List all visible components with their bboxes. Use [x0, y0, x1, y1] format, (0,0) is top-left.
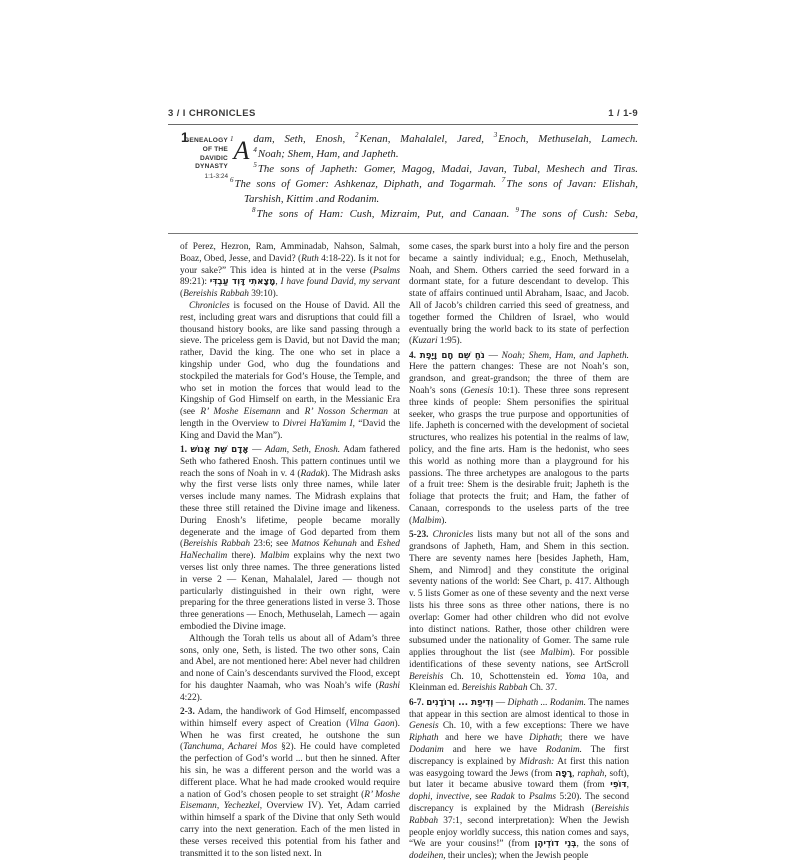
commentary-paragraph: 6-7. וְדִיפַת ... וְרוֹדָנִים — Diphath ... Rodanim. The names that appear in this section are almost identical to those in Genesis Ch. 10, with a few exceptions: There we have Riphath and here we have Diphath; there we have Dodanim and here we have Rodanim. The first discrepancy is explained by Midrash: At first this nation was easygoing toward the Jews (from רָפָה, raphah, soft), but later it became abusive toward them (from דּוֹפִי, dophi, invective, see Radak to Psalms 5:20). The second discrepancy is explained by the Midrash (Bereishis Rabbah 37:1, second interpretation): When the Jewish people enjoy worldly success, this nation comes and says, “We are your cousins!” (from בְּנֵי דוֹדֵיהֶן, the sons of dodeihen, their uncles); when the Jewish people [409, 697, 630, 862]
commentary-paragraph: some cases, the spark burst into a holy fire and the person became a saintly individual; e.g., Enoch, Methuselah, Noah, and Shem. Others carried the seed forward in a dormant state, for a future descendant to develop. This state of affairs continued until Abraham, Isaac, and Jacob. All of Jacob’s children carried this seed of greatness, and together formed the Children of Israel, who would eventually bring the world back to its state of perfection (Kuzari 1:95). [409, 242, 629, 347]
verse-rest-lines [230, 162, 638, 222]
verse-line: $^6$The sons of Gomer: Ashkenaz, Diphath, and Togarmah. $^7$The sons of Javan: Elishah, [230, 176, 638, 190]
commentary-paragraph: 1. אָדָם שֵׁת אֱנוֹשׁ — Adam, Seth, Enosh. Adam fathered Seth who fathered Enosh. This pattern continues until we reach the sons of Noah in v. 4 (Radak). The Midrash asks why the first verse lists only three names, while later verses include many names. The Midrash explains that these three still retained the Divine image and likeness. During Enosh’s lifetime, people became morally degenerate and the image of God departed from them (Bereishis Rabbah 23:6; see Matnos Kehunah and Eshed HaNechalim there). Malbim explains why the next two verses list only three names. The three generations listed in verse 2 — Kenan, Mahalalel, Jared — though not particularly distinguished in their own right, were preparing for the three generations listed in verse 3. Those three generations — Enoch, Methuselah, Lamech — again embodied the Divine image. [180, 445, 401, 632]
commentary-paragraph: 5-23. Chronicles lists many but not all of the sons and grandsons of Japheth, Ham, and Shem in this section. There are seventy names here [besides Japheth, Ham, Shem, and Nimrod] and they constitute the original seventy nations of the world: See Chart, p. 417. Although v. 5 lists Gomer as one of these seventy and the next verse lists his three sons as three other nations, there is no overlap: Gomer had other children who did not evolve into distinct nations. Rather, those other children were subsumed under the nationality of Gomer. The same rule applies throughout the list (see Malbim). For possible identifications of these seventy nations, see ArtScroll Bereishis Ch. 10, Schottenstein ed. Yoma 10a, and Kleinman ed. Bereishis Rabbah Ch. 37. [409, 530, 629, 694]
page-header [168, 108, 638, 125]
caption-line: OF THE [202, 145, 228, 153]
dropcap-letter: A [233, 136, 250, 165]
verse-line: Tarshish, Kittim .and Rodanim. [244, 193, 380, 205]
commentary-left-column [180, 242, 400, 863]
commentary-paragraph: Although the Torah tells us about all of Adam’s three sons, only one, Seth, is listed. The two other sons, Cain and Abel, are not mentioned here: Abel never had children and none of Cain’s descendants survived the Flood, except for his daughter Naamah, who was Noah’s wife (Rashi 4:22). [180, 633, 400, 703]
chapter-number: 1 [181, 130, 189, 145]
commentary-paragraph: 2-3. Adam, the handiwork of God Himself, encompassed within himself every aspect of Creation (Vilna Gaon). When he was first created, he outshone the sun (Tanchuma, Acharei Mos §2). He could have completed the perfection of God’s world ... but then he sinned. After his sin, he was a different person and the world was a different place. What he had made crooked would require a nation of God’s chosen people to set straight (R’ Moshe Eisemann, Yechezkel, Overview IV). Yet, Adam carried within himself a spark of the Divine that only Seth would carry into the next generation. Each of the men listed in these verses received this potential from his father and transmitted it to the son listed next. In [180, 707, 400, 859]
section-divider [168, 233, 638, 234]
caption-line: GENEALOGY [184, 137, 228, 144]
chapter-caption-lines [168, 137, 228, 172]
verse-line: dam, Seth, Enosh, $^2$Kenan, Mahalalel, Jared, $^3$Enoch, Methuselah, Lamech. [253, 132, 638, 145]
header-book-title: 3 / I CHRONICLES [168, 108, 256, 119]
commentary [180, 242, 629, 863]
verse-dropcap-group [230, 132, 638, 165]
verse-line: $^5$The sons of Japheth: Gomer, Magog, Madai, Javan, Tubal, Meshech and Tiras. [253, 161, 638, 175]
commentary-paragraph: Chronicles is focused on the House of David. All the rest, including great wars and disruptions that could fill a thousand history books, are like sand passing through a sieve. The priceless gem is David, but not David the man; rather, David the king. The one who set in place a kingship under God, who dug the foundations and stockpiled the materials for God’s House, the Temple, and who set in motion the forces that would lead to the Kingship of God Himself on earth, in the Messianic Era (see R’ Moshe Eisemann and R’ Nosson Scherman at length in the Overview to Divrei HaYamim I, “David the King and David the Man”). [180, 300, 401, 441]
chapter-caption-ref: 1:1-3:24 [204, 173, 228, 181]
verse-first-lines [230, 132, 638, 162]
caption-line: DYNASTY [195, 163, 228, 171]
verse-line: $^8$The sons of Ham: Cush, Mizraim, Put, and Canaan. $^9$The sons of Cush: Seba, [252, 206, 638, 220]
verse-line: $^4$Noah; Shem, Ham, and Japheth. [253, 146, 399, 160]
verse-dropcap [230, 132, 253, 164]
verse-section [168, 125, 638, 231]
chapter-caption [168, 137, 228, 180]
commentary-paragraph: 4. נֹחַ שֵׁם חָם וָיָפֶת — Noah; Shem, Ham, and Japheth. Here the pattern changes: These are not Noah’s son, grandson, and great-grandson; the three of them are Noah’s sons (Genesis 10:1). These three sons represent three kinds of people: Shem personifies the spiritual seeker, who grasps the true purpose and opportunities of life. Japheth is concerned with the development of societal structures, who realizes his potential in the realms of law, policy, and the fine arts. Ham is the hedonist, who sees this world as nothing more than a playground for his passions. The three archetypes are analogous to the parts of a fruit tree: Shem is the desirable fruit; Japheth is the foliage that protects the fruit; and Ham, the father of Canaan, corresponds to the useless parts of the tree (Malbim). [409, 350, 630, 526]
book-page [168, 108, 638, 863]
verse-number-1: 1 [230, 135, 234, 143]
verse-text [230, 132, 638, 222]
commentary-paragraph: of Perez, Hezron, Ram, Amminadab, Nahson, Salmah, Boaz, Obed, Jesse, and David? (Ruth 4:18-22). Is it not for your sake?” This idea is hinted at in the verse (Psalms 89:21): מָצָאתִי דָּוִד עַבְדִּי, I have found David, my servant (Bereishis Rabbah 39:10). [180, 242, 400, 300]
header-verse-range: 1 / 1-9 [608, 108, 638, 119]
commentary-right-column [409, 242, 629, 863]
caption-line: DAVIDIC [199, 154, 228, 162]
